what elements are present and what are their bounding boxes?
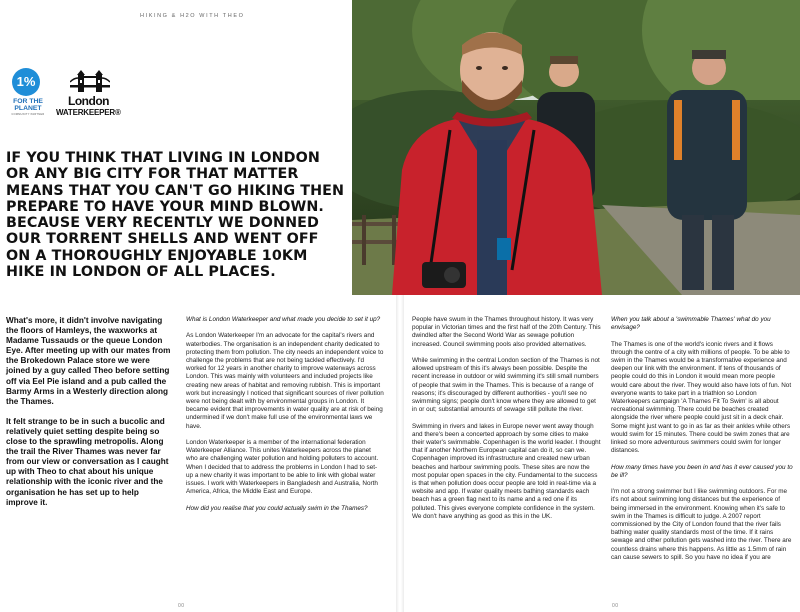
page-number-left: 00	[178, 603, 185, 609]
interview-question: How did you realise that you could actually swim in the Thames?	[186, 504, 368, 512]
one-percent-for-the-planet-logo	[6, 68, 46, 118]
interview-question: What is London Waterkeeper and what made you decide to set it up?	[186, 316, 381, 323]
waterkeeper-logo-line-2: WATERKEEPER®	[56, 108, 121, 117]
interview-answer: Swimming in rivers and lakes in Europe never went away though and there's been a concerted approach by some cities to make their water's swimmable. Copenhagen is the world leader. I thought that if another Northern European capital can do it, so can we. Copenhagen improved its infrastructure and created new urban beaches and harbour swimming pools. These sites are now the most popular open spaces in the city. Fundamental to the success is that when pollution does occur people are told in real-time via a website and app. If water quality meets bathing standards each beach has a green flag next to its name and a red one if its polluted. This gives everyone complete confidence in the system. We don't have anything as good as this in the UK.	[412, 422, 601, 520]
london-waterkeeper-logo	[56, 70, 128, 122]
logo-line-1: FOR THE	[13, 98, 43, 105]
interview-column-3	[611, 316, 793, 570]
interview-column-1	[186, 316, 384, 521]
interview-question: When you talk about a 'swimmable Thames' what do you envisage?	[611, 316, 771, 332]
interview-question: How many times have you been in and has it ever caused you to be ill?	[611, 463, 793, 479]
tower-bridge-icon	[70, 70, 110, 94]
hero-photo	[352, 0, 800, 295]
logo-line-2: PLANET	[14, 105, 42, 112]
running-head: HIKING & H2O WITH THEO	[140, 13, 245, 19]
article-headline: IF YOU THINK THAT LIVING IN LONDON OR ANY BIG CITY FOR THAT MATTER MEANS THAT YOU CAN'T GO HIKING THEN PREPARE TO HAVE YOUR MIND BLOWN. BECAUSE VERY RECENTLY WE DONNED OUR TORRENT SHELLS AND WENT OFF ON A THOROUGHLY ENJOYABLE 10KM HIKE IN LONDON OF ALL PLACES.	[6, 150, 345, 281]
interview-column-2	[412, 316, 602, 529]
page-number-right: 00	[612, 603, 619, 609]
one-percent-badge: 1%	[12, 68, 40, 96]
interview-answer: As London Waterkeeper I'm an advocate for the capital's rivers and waterbodies. The organisation is an independent charity dedicated to protecting them from pollution. The city needs an independent voice to challenge the problems that are not being tackled effectively. I'd worked for 12 years in another charity to improve waterways across London. This was mainly with volunteers and included projects like creating new areas of habitat and removing rubbish. This is important work but increasingly I noticed that significant sources of river pollution were not being dealt with by environmental groups in London. It became evident that improvements in water quality are at risk of being undermined if we don't make full use of the environmental laws we have.	[186, 332, 384, 430]
waterkeeper-logo-line-1: London	[68, 94, 109, 108]
interview-answer: While swimming in the central London section of the Thames is not allowed upstream of this it's always been possible. Despite the recent increase in outdoor or wild swimming it's still small numbers of people that swim in the Thames. This is because of a range of reasons; it's discouraged by different authorities - you'll see no swimming signs; people don't know where they are allowed to get in or out; substantial amounts of sewage still pollute the river.	[412, 357, 600, 414]
hikers-photo-illustration	[352, 0, 800, 295]
interview-answer: London Waterkeeper is a member of the international federation Waterkeeper Alliance. This unites Waterkeepers across the planet who are challenging water pollution and holding polluters to account. When I decided that to address the problems in London I had to set-up a new charity it was important to be able to link with global water issues. I work with Waterkeepers in Bangladesh and Australia, North America, Africa, the Middle East and Europe.	[186, 439, 379, 496]
interview-answer: I'm not a strong swimmer but I like swimming outdoors. For me it's not about swimming long distances but the experience of being immersed in the environment. Knowing when it's safe to swim in the Thames is difficult to judge. A 2007 report commissioned by the City of London found that the river fails bathing water quality standards most of the time. If it rains sewage and other pollution gets washed into the river. There are countless drains where this happens. As little as 1.5mm of rain can cause sewers to spill. So you have no idea if you are	[611, 488, 792, 561]
lead-column	[6, 316, 171, 518]
lead-paragraph-2: It felt strange to be in such a bucolic and relatively quiet setting despite being so close to the sprawling metropolis. Along the trail the River Thames was never far from our view or conversation as I caught up with Theo to chat about his unique relationship with the iconic river and the organisation he has set up to help improve it.	[6, 416, 169, 507]
lead-paragraph-1: What's more, it didn't involve navigating the floors of Hamleys, the waxworks at Madame Tussauds or the queue London Eye. After meeting up with our mates from the Brokedown Palace store we were joined by a guy called Theo before setting off via Eel Pie island and a pub called the Barmy Arms in a Westerly direction along the Thames.	[6, 316, 171, 406]
interview-answer: People have swum in the Thames throughout history. It was very popular in Victorian times and the first half of the 20th Century. This dwindled after the Second World War as sewage pollution increased. Council swimming pools also provided alternatives.	[412, 316, 601, 348]
logo-tagline: COMMUNITY PARTNER	[11, 113, 45, 116]
interview-answer: The Thames is one of the world's iconic rivers and it flows through the centre of a city with millions of people. To be able to swim in the Thames would be a transformative experience and deepen our link with the environment. If tens of thousands of people could do this in London it would mean more people would care about the river. They would also have lots of fun. Not everyone wants to take part in a triathlon so London Waterkeepers campaign 'A Thames Fit To Swim' is all about recreational swimming. There could be beaches created alongside the river where people could just sit in a deck chair. Some might just want to go in as far as their ankles while others would swim for 15 minutes. There could be swim zones that are linked so more adventurous swimmers could swim for longer distances.	[611, 340, 792, 455]
